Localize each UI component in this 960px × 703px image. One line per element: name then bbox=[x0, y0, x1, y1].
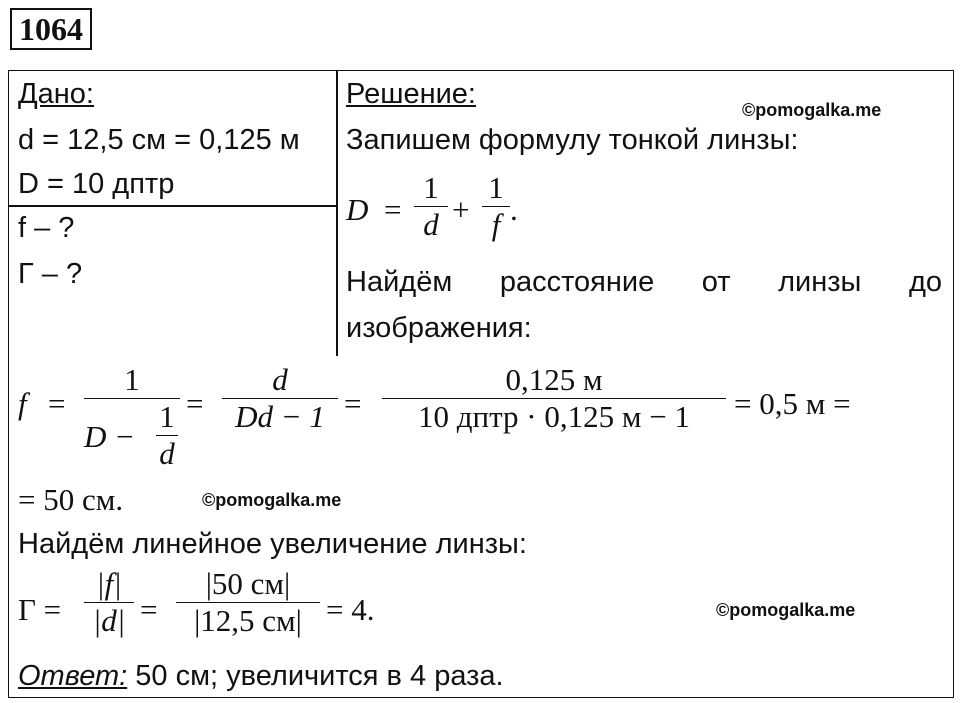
f-frac-1-den bbox=[84, 398, 180, 471]
f-frac-3-num: 0,125 м bbox=[505, 362, 603, 397]
f-frac-3 bbox=[382, 362, 726, 435]
formula-frac-2 bbox=[482, 170, 510, 243]
f-frac-1-num: 1 bbox=[124, 362, 140, 397]
given-header: Дано: bbox=[18, 78, 94, 110]
given-line-1: d = 12,5 см = 0,125 м bbox=[18, 124, 300, 156]
watermark-3: ©pomogalka.me bbox=[716, 600, 856, 620]
gamma-frac-2 bbox=[176, 566, 320, 639]
f-frac-1 bbox=[84, 362, 180, 471]
gamma-frac-1 bbox=[84, 566, 134, 639]
given-line-2: D = 10 дптр bbox=[18, 168, 175, 200]
f-equals-2: = bbox=[186, 386, 204, 421]
f-frac-3-den: 10 дптр · 0,125 м − 1 bbox=[382, 398, 726, 435]
gamma-lhs: Г = bbox=[18, 592, 62, 627]
answer-label: Ответ: bbox=[18, 660, 128, 692]
formula-D: D bbox=[346, 192, 369, 227]
f-frac-1-inner-den: d bbox=[156, 435, 178, 472]
find-distance-line-1: Найдём расстояние от линзы до bbox=[346, 266, 942, 298]
watermark-1: ©pomogalka.me bbox=[742, 100, 882, 120]
answer-text: 50 см; увеличится в 4 раза. bbox=[127, 660, 504, 692]
f-equals-3: = bbox=[344, 386, 362, 421]
watermark-2: ©pomogalka.me bbox=[202, 490, 342, 510]
find-line-2: Г – ? bbox=[18, 258, 83, 290]
f-frac-1-inner bbox=[156, 399, 178, 472]
answer-line bbox=[18, 660, 504, 693]
f-frac-2-den: Dd − 1 bbox=[222, 398, 338, 435]
find-distance-line-2: изображения: bbox=[346, 312, 532, 344]
f-frac-2 bbox=[222, 362, 338, 435]
gamma-frac-1-num: |f| bbox=[96, 566, 122, 601]
gamma-frac-2-num: |50 см| bbox=[205, 566, 291, 601]
formula-frac-1-den: d bbox=[414, 206, 448, 243]
problem-number: 1064 bbox=[10, 8, 92, 50]
given-find-divider bbox=[8, 205, 337, 207]
formula-equals: = bbox=[384, 192, 402, 227]
formula-frac-2-num: 1 bbox=[488, 170, 504, 205]
gamma-result: = 4. bbox=[326, 592, 375, 627]
formula-plus: + bbox=[452, 192, 470, 227]
gamma-equals: = bbox=[140, 592, 158, 627]
formula-frac-1-num: 1 bbox=[423, 170, 439, 205]
f-result-2: = 50 см. bbox=[18, 482, 124, 517]
f-lhs: f bbox=[18, 386, 27, 421]
solution-intro: Запишем формулу тонкой линзы: bbox=[346, 124, 799, 156]
formula-frac-1 bbox=[414, 170, 448, 243]
gamma-frac-1-den: |d| bbox=[84, 602, 134, 639]
gamma-frac-2-den: |12,5 см| bbox=[176, 602, 320, 639]
f-result: = 0,5 м = bbox=[734, 386, 851, 421]
find-line-1: f – ? bbox=[18, 212, 75, 244]
column-divider bbox=[336, 70, 338, 356]
f-equals-1: = bbox=[48, 386, 66, 421]
magnification-intro: Найдём линейное увеличение линзы: bbox=[18, 528, 527, 560]
formula-frac-2-den: f bbox=[482, 206, 510, 243]
f-frac-1-den-prefix: D − bbox=[84, 419, 136, 454]
formula-period: . bbox=[510, 192, 518, 227]
f-frac-2-num: d bbox=[272, 362, 288, 397]
solution-header: Решение: bbox=[346, 78, 476, 110]
f-frac-1-inner-num: 1 bbox=[159, 399, 175, 434]
